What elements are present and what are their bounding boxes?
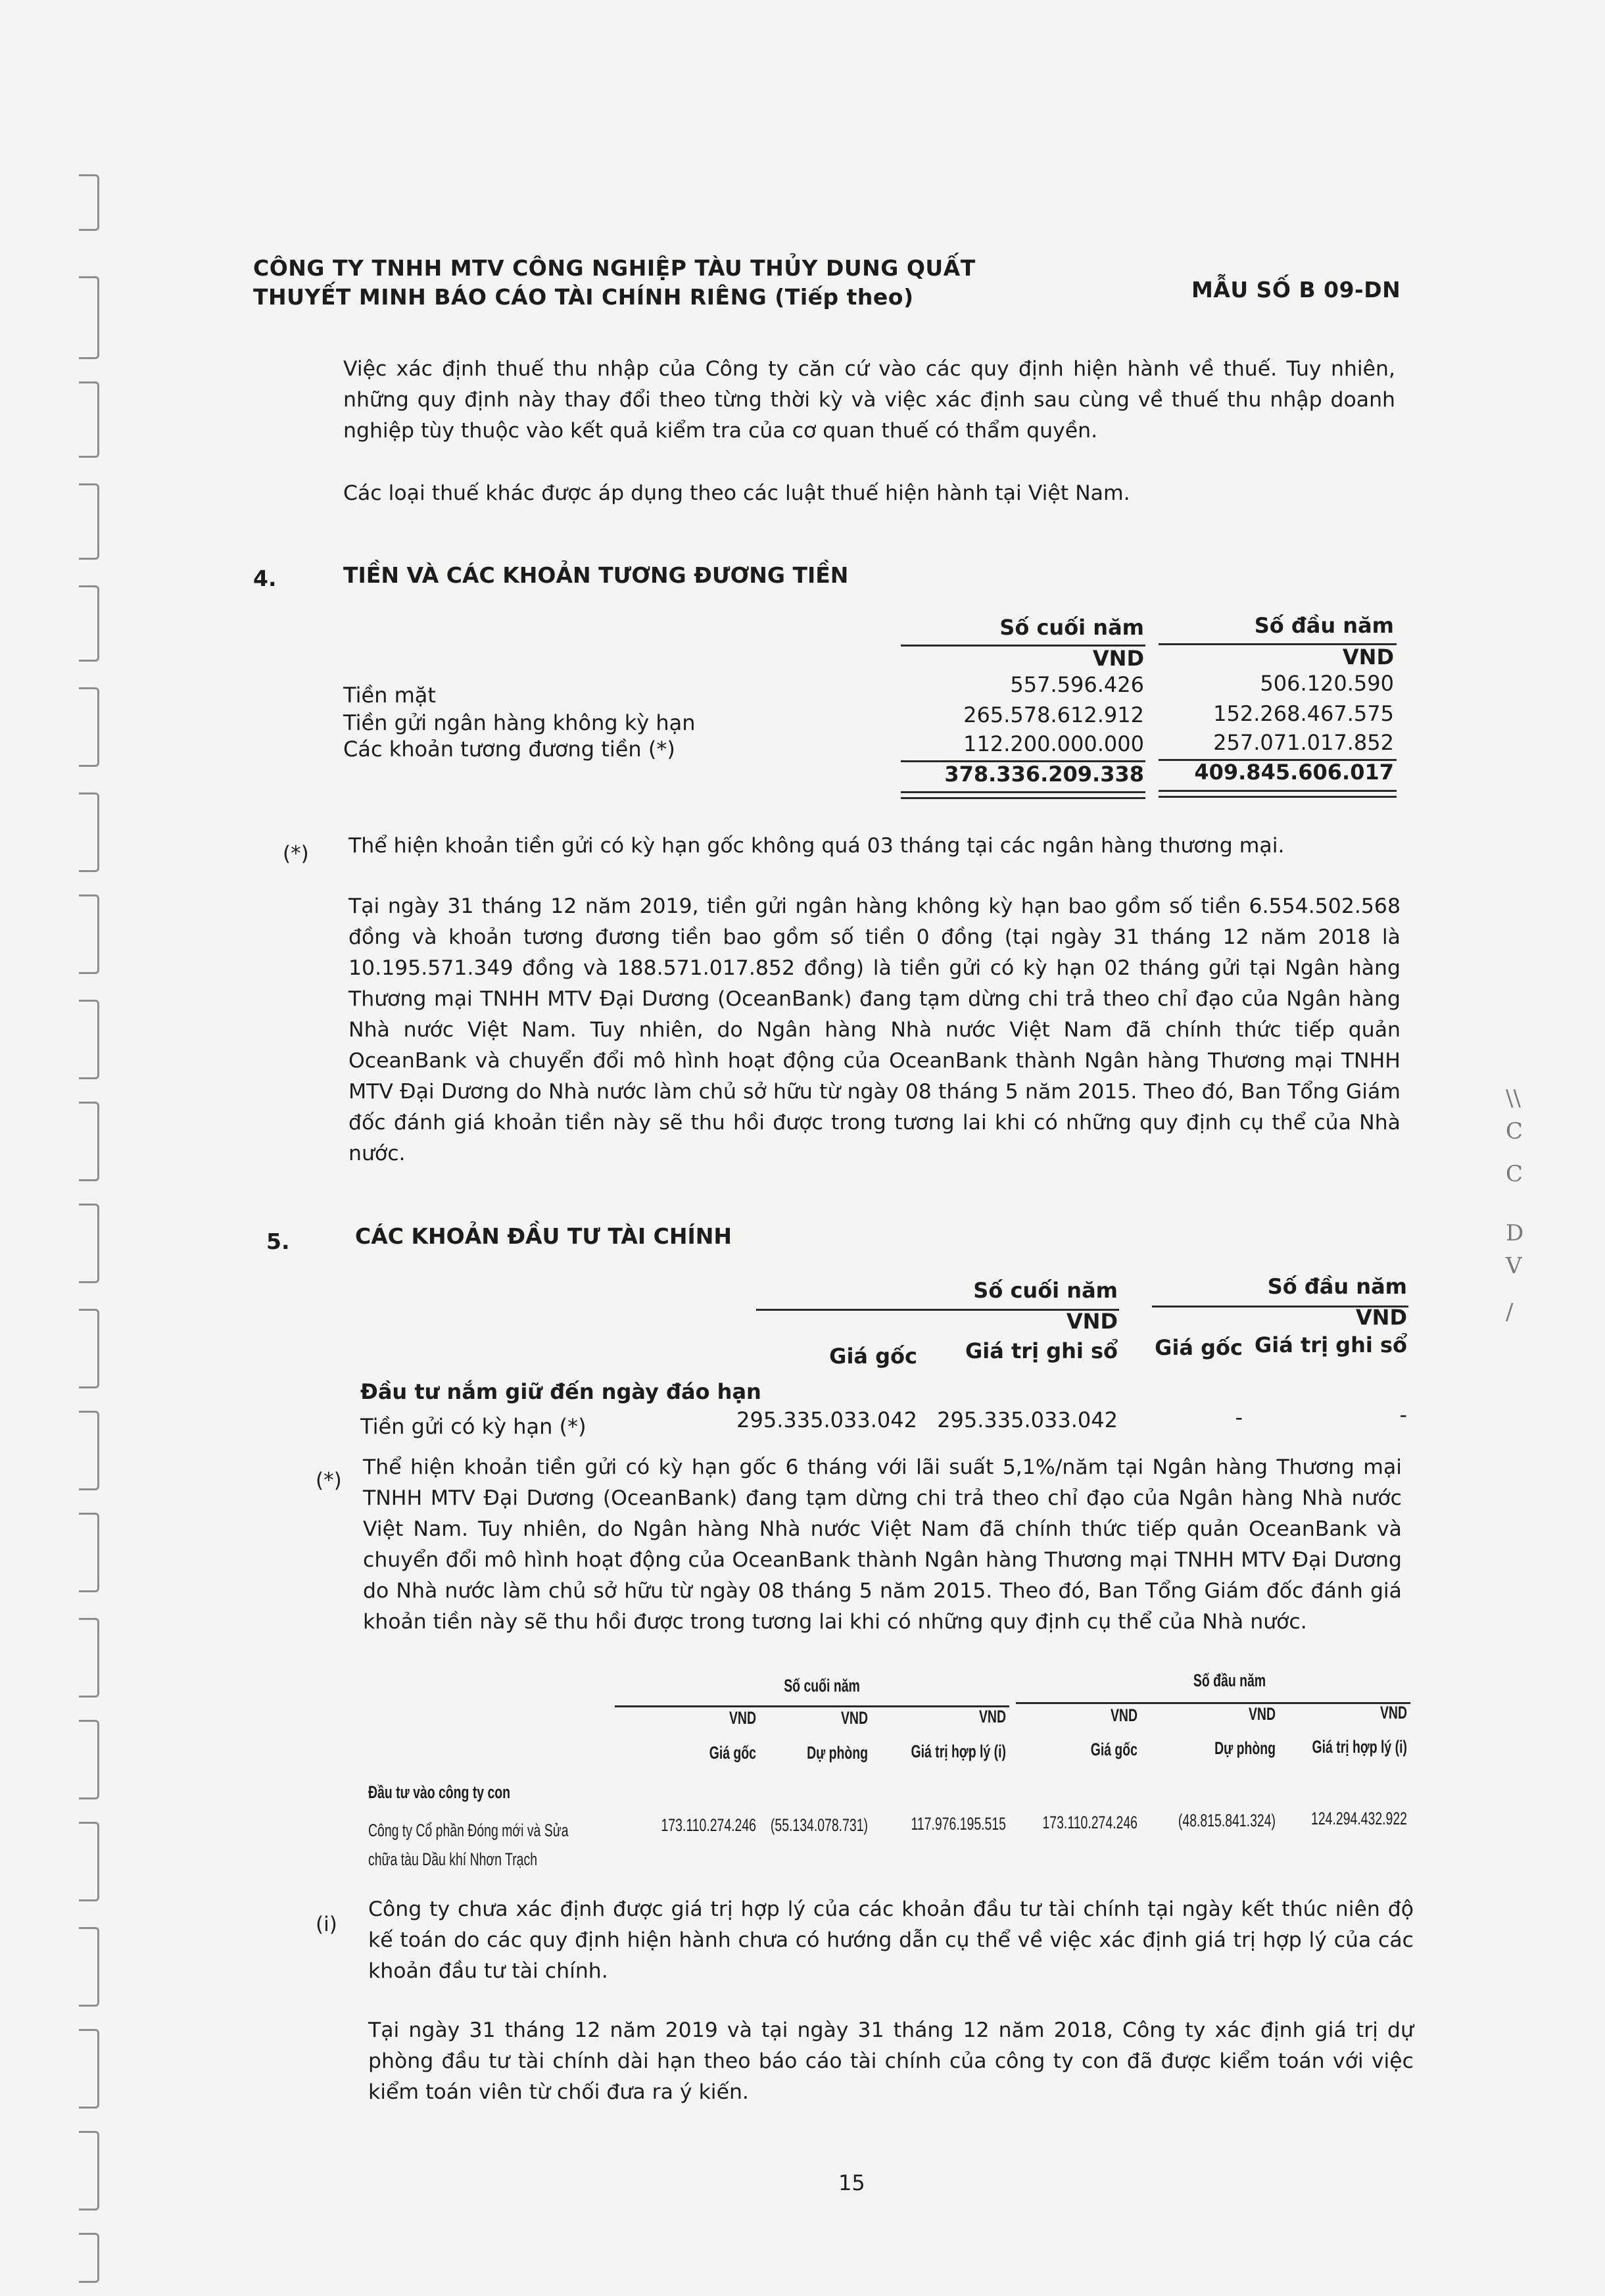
s4-note-mark: (*) bbox=[283, 842, 309, 866]
binder-mark bbox=[79, 687, 99, 767]
table-row bbox=[343, 671, 1395, 708]
s4-paragraph-text: Tại ngày 31 tháng 12 năm 2019, tiền gửi ngân hàng không kỳ hạn bao gồm số tiền 6.554.502.568 đồng và khoản tương đương tiền bao gồm số tiền 0 đồng (tại ngày 31 tháng 12 năm 2018 là 10.195.571.349 đồng và 188.571.017.852 đồng) là tiền gửi có kỳ hạn 02 tháng gửi tại Ngân hàng Thương mại TNHH MTV Đại Dương (OceanBank) đang tạm dừng chi trả theo chỉ đạo của Ngân hàng Nhà nước Việt Nam. Tuy nhiên, do Ngân hàng Nhà nước Việt Nam đã chính thức tiếp quản OceanBank và chuyển đổi mô hình hoạt động của OceanBank thành Ngân hàng Thương mại TNHH MTV Đại Dương do Nhà nước làm chủ sở hữu từ ngày 08 tháng 5 năm 2015. Theo đó, Ban Tổng Giám đốc đánh giá khoản tiền này sẽ thu hồi được trong tương lai khi có những quy định cụ thể của Nhà nước. bbox=[348, 894, 1401, 1165]
s5-carrying-end: Giá trị ghi sổ bbox=[965, 1338, 1118, 1363]
note-i-text: Công ty chưa xác định được giá trị hợp lý của các khoản đầu tư tài chính tại ngày kết thúc niên độ kế toán do các quy định hiện hành chưa có hướng dẫn cụ thể về việc xác định giá trị hợp lý của các khoản đầu tư tài chính. bbox=[368, 1897, 1414, 1983]
st-row-label-1: Công ty Cổ phần Đóng mới và Sửa bbox=[368, 1820, 569, 1840]
s4-double-rule bbox=[1159, 790, 1397, 798]
st-end-provision: (55.134.078.731) bbox=[770, 1815, 868, 1835]
stamp-mark: / bbox=[1506, 1299, 1514, 1325]
section-4-number: 4. bbox=[253, 566, 277, 591]
s5-group-label: Đầu tư nắm giữ đến ngày đáo hạn bbox=[360, 1379, 761, 1404]
intro-paragraph bbox=[343, 354, 1395, 447]
binder-mark bbox=[79, 1513, 99, 1592]
binder-mark bbox=[79, 1927, 99, 2007]
s5-row-end-carrying: 295.335.033.042 bbox=[937, 1407, 1118, 1432]
st-begin-provision: (48.815.841.324) bbox=[1178, 1811, 1276, 1830]
st-unit: VND bbox=[729, 1708, 756, 1728]
s5-col-begin: Số đầu năm bbox=[1267, 1274, 1407, 1299]
section-5-number: 5. bbox=[266, 1229, 290, 1254]
binder-mark bbox=[79, 2131, 99, 2211]
intro-paragraph-2 bbox=[343, 478, 1395, 509]
st-unit: VND bbox=[978, 1707, 1006, 1726]
s4-row-label: Tiền mặt bbox=[343, 683, 436, 708]
st-unit: VND bbox=[1248, 1704, 1276, 1724]
st-cost-begin: Giá gốc bbox=[1090, 1740, 1138, 1759]
binder-mark bbox=[79, 1720, 99, 1799]
s4-paragraph bbox=[348, 891, 1401, 1169]
s5-cost-begin: Giá gốc bbox=[1155, 1335, 1243, 1360]
s4-row-begin: 506.120.590 bbox=[1260, 671, 1394, 696]
s5-unit-end: VND bbox=[1066, 1309, 1118, 1334]
binder-mark bbox=[79, 1309, 99, 1388]
page-number: 15 bbox=[838, 2170, 865, 2195]
s5-note: Thể hiện khoản tiền gửi có kỳ hạn gốc 6 tháng với lãi suất 5,1%/năm tại Ngân hàng Thương mại TNHH MTV Đại Dương (OceanBank) đang tạm dừng chi trả theo chỉ đạo của Ngân hàng Nhà nước Việt Nam. Tuy nhiên, do Ngân hàng Nhà nước Việt Nam đã chính thức tiếp quản OceanBank và chuyển đổi mô hình hoạt động của OceanBank thành Ngân hàng Thương mại TNHH MTV Đại Dương do Nhà nước làm chủ sở hữu từ ngày 08 tháng 5 năm 2015. Theo đó, Ban Tổng Giám đốc đánh giá khoản tiền này sẽ thu hồi được trong tương lai khi có những quy định cụ thể của Nhà nước. bbox=[363, 1455, 1402, 1634]
table-row bbox=[343, 731, 1395, 760]
binder-mark bbox=[79, 1102, 99, 1181]
st-unit: VND bbox=[1110, 1705, 1138, 1725]
st-end-cost: 173.110.274.246 bbox=[661, 1815, 756, 1835]
st-cost-end: Giá gốc bbox=[709, 1743, 756, 1763]
st-group-label: Đầu tư vào công ty con bbox=[368, 1782, 511, 1802]
s5-col-end: Số cuối năm bbox=[973, 1278, 1118, 1303]
st-provision-begin: Dự phòng bbox=[1214, 1738, 1276, 1758]
table-row bbox=[343, 701, 1395, 735]
s5-row-label: Tiền gửi có kỳ hạn (*) bbox=[360, 1414, 587, 1439]
s4-row-begin: 257.071.017.852 bbox=[1213, 730, 1394, 755]
binder-mark bbox=[79, 1000, 99, 1079]
s5-row-begin-cost: - bbox=[1235, 1405, 1243, 1430]
binder-mark bbox=[79, 1411, 99, 1490]
binder-mark bbox=[79, 2233, 99, 2283]
s4-unit-end: VND bbox=[1092, 646, 1144, 671]
s4-col-begin: Số đầu năm bbox=[1254, 613, 1394, 638]
binder-mark bbox=[79, 174, 99, 231]
note-i-text-2: Tại ngày 31 tháng 12 năm 2019 và tại ngày 31 tháng 12 năm 2018, Công ty xác định giá trị dự phòng đầu tư tài chính dài hạn theo báo cáo tài chính của công ty con đã được kiểm toán với việc kiểm toán viên từ chối đưa ra ý kiến. bbox=[368, 2018, 1414, 2104]
st-provision-end: Dự phòng bbox=[807, 1743, 868, 1763]
binder-mark bbox=[79, 276, 99, 359]
st-col-end: Số cuối năm bbox=[784, 1676, 860, 1696]
s4-row-label: Tiền gửi ngân hàng không kỳ hạn bbox=[343, 710, 696, 735]
binder-mark bbox=[79, 793, 99, 872]
s4-row-label: Các khoản tương đương tiền (*) bbox=[343, 737, 675, 762]
binder-mark bbox=[79, 1618, 99, 1698]
binder-mark bbox=[79, 894, 99, 974]
binder-mark bbox=[79, 1204, 99, 1283]
section-5-title: CÁC KHOẢN ĐẦU TƯ TÀI CHÍNH bbox=[355, 1223, 732, 1249]
s5-unit-begin: VND bbox=[1355, 1305, 1407, 1330]
st-begin-fair: 124.294.432.922 bbox=[1311, 1809, 1407, 1828]
st-col-begin: Số đầu năm bbox=[1193, 1671, 1266, 1690]
s4-double-rule bbox=[901, 791, 1145, 799]
st-unit: VND bbox=[840, 1708, 868, 1728]
s4-total-begin: 409.845.606.017 bbox=[1194, 760, 1394, 785]
st-row-label-2: chữa tàu Dầu khí Nhơn Trạch bbox=[368, 1849, 538, 1869]
s5-cost-end: Giá gốc bbox=[829, 1344, 917, 1369]
note-i-mark: (i) bbox=[316, 1913, 337, 1936]
intro-text-2: Các loại thuế khác được áp dụng theo các luật thuế hiện hành tại Việt Nam. bbox=[343, 481, 1130, 505]
s4-row-end: 112.200.000.000 bbox=[963, 731, 1144, 756]
binder-mark bbox=[79, 1822, 99, 1901]
note-i-paragraph bbox=[368, 1894, 1414, 1987]
form-code: MẪU SỐ B 09-DN bbox=[1191, 277, 1401, 303]
note-i-paragraph-2 bbox=[368, 2015, 1414, 2108]
s5-carrying-begin: Giá trị ghi sổ bbox=[1255, 1332, 1407, 1357]
s5-row-begin-carrying: - bbox=[1399, 1402, 1407, 1427]
s4-total-end: 378.336.209.338 bbox=[944, 762, 1144, 787]
st-end-fair: 117.976.195.515 bbox=[911, 1814, 1006, 1834]
stamp-mark: V bbox=[1506, 1253, 1522, 1279]
binder-mark bbox=[79, 585, 99, 662]
s5-note-mark: (*) bbox=[316, 1469, 342, 1492]
binder-mark bbox=[79, 483, 99, 560]
stamp-mark: \\ bbox=[1506, 1085, 1521, 1111]
document-subtitle: THUYẾT MINH BÁO CÁO TÀI CHÍNH RIÊNG (Tiếp theo) bbox=[253, 284, 914, 310]
st-unit: VND bbox=[1379, 1703, 1407, 1722]
stamp-mark: C bbox=[1506, 1161, 1523, 1187]
s5-row-end-cost: 295.335.033.042 bbox=[736, 1407, 917, 1432]
stamp-mark: D bbox=[1506, 1220, 1524, 1246]
stamp-residue bbox=[1493, 1085, 1545, 1375]
s4-table bbox=[343, 672, 1395, 760]
s4-col-end: Số cuối năm bbox=[999, 615, 1144, 640]
s4-row-end: 557.596.426 bbox=[1010, 672, 1144, 697]
binder-mark bbox=[79, 2029, 99, 2109]
section-4-title: TIỀN VÀ CÁC KHOẢN TƯƠNG ĐƯƠNG TIỀN bbox=[343, 562, 849, 588]
st-fair-begin: Giá trị hợp lý (i) bbox=[1312, 1737, 1407, 1757]
stamp-mark: C bbox=[1506, 1118, 1523, 1144]
s4-row-end: 265.578.612.912 bbox=[963, 702, 1144, 727]
s4-note: Thể hiện khoản tiền gửi có kỳ hạn gốc không quá 03 tháng tại các ngân hàng thương mại. bbox=[348, 834, 1285, 858]
st-begin-cost: 173.110.274.246 bbox=[1042, 1813, 1138, 1832]
s4-row-begin: 152.268.467.575 bbox=[1213, 701, 1394, 726]
s4-unit-begin: VND bbox=[1342, 645, 1394, 670]
st-fair-end: Giá trị hợp lý (i) bbox=[911, 1742, 1006, 1761]
intro-text: Việc xác định thuế thu nhập của Công ty căn cứ vào các quy định hiện hành về thuế. Tuy nhiên, những quy định này thay đổi theo từng thời kỳ và việc xác định sau cùng về thuế thu nhập doanh nghiệp tùy thuộc vào kết quả kiểm tra của cơ quan thuế có thẩm quyền. bbox=[343, 357, 1395, 443]
company-name: CÔNG TY TNHH MTV CÔNG NGHIỆP TÀU THỦY DUNG QUẤT bbox=[253, 255, 976, 281]
binder-mark bbox=[79, 381, 99, 458]
